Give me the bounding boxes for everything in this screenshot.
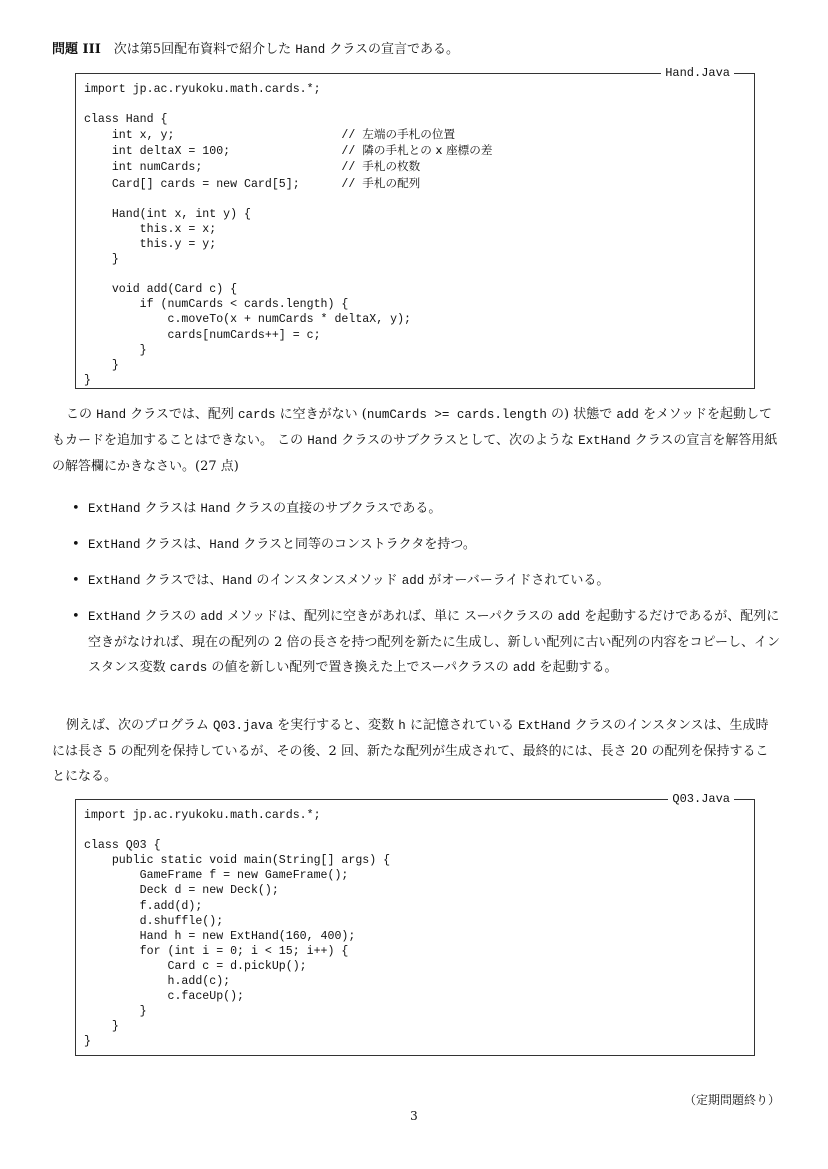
code-line — [84, 373, 492, 388]
p1-code: numCards >= cards.length — [366, 408, 547, 422]
code-line — [84, 252, 492, 267]
code-text: void add(Card c) { — [84, 283, 238, 297]
code-text: int deltaX = 100; // — [84, 145, 363, 159]
bullet-text: メソッドは、配列に空きがあれば、単に スーパクラスの — [222, 609, 558, 624]
hand-java-box — [75, 66, 755, 389]
q03-java-code — [84, 808, 390, 1050]
p1-code: Hand — [96, 408, 127, 422]
code-line: } — [84, 1020, 119, 1034]
paragraph-example — [52, 713, 780, 789]
code-text: int x, y; // — [84, 129, 363, 143]
p2-code: ExtHand — [518, 719, 571, 733]
heading-text-before: 次は第5回配布資料で紹介した — [113, 42, 296, 57]
code-text: Card[] cards = new Card[5]; // — [84, 177, 363, 191]
p1-code: add — [616, 408, 639, 422]
bullet-icon: • — [72, 573, 80, 588]
code-comment: 手札の配列 — [362, 175, 421, 190]
requirement-item — [52, 496, 782, 522]
bullet-code: Hand — [222, 574, 253, 588]
code-line: f.add(d); — [84, 899, 203, 913]
bullet-text: クラスは — [140, 501, 201, 516]
code-line — [84, 282, 492, 297]
code-line: } — [84, 1035, 91, 1049]
heading-text-after: クラスの宣言である。 — [325, 42, 459, 57]
code-line — [84, 237, 492, 252]
code-text: cards[numCards++] = c; — [84, 328, 321, 342]
bullet-code: ExtHand — [88, 538, 141, 552]
bullet-text: がオーバーライドされている。 — [424, 573, 610, 588]
code-line: class Q03 { — [84, 839, 161, 853]
code-line: public static void main(String[] args) { — [84, 854, 391, 868]
code-line — [84, 358, 492, 373]
bullet-text: のインスタンスメソッド — [252, 573, 402, 588]
bullet-text: の値を新しい配列で置き換えた上でスーパクラスの — [207, 660, 513, 675]
p1-code: ExtHand — [578, 434, 631, 448]
paragraph-description — [52, 402, 780, 479]
code-line — [84, 159, 492, 175]
end-note: （定期問題終り） — [683, 1093, 780, 1107]
code-text: } — [84, 343, 147, 357]
code-text: class Hand { — [84, 113, 168, 127]
code-line — [84, 192, 492, 207]
p1-text: クラスのサブクラスとして、次のような — [337, 433, 579, 448]
code-line: Deck d = new Deck(); — [84, 884, 279, 898]
code-comment: 手札の枚数 — [362, 159, 421, 174]
q03-java-filename: Q03.Java — [668, 792, 734, 806]
p1-code: Hand — [307, 434, 338, 448]
code-comment: 左端の手札の位置 — [362, 127, 456, 142]
code-text: } — [84, 358, 119, 372]
bullet-text: クラスは、 — [140, 537, 210, 552]
p2-text: に記憶されている — [405, 718, 519, 733]
bullet-text: を起動する。 — [535, 660, 618, 675]
code-text: } — [84, 373, 91, 387]
bullet-code: Hand — [200, 502, 231, 516]
bullet-code: add — [557, 610, 581, 624]
code-comment: 隣の手札との x 座標の差 — [362, 143, 493, 158]
p2-text: を実行すると、変数 — [273, 718, 399, 733]
p1-text: クラスでは、配列 — [126, 407, 239, 422]
bullet-code: ExtHand — [88, 574, 141, 588]
p1-text: この — [66, 407, 97, 422]
problem-heading — [52, 38, 459, 57]
bullet-code: add — [401, 574, 425, 588]
code-text: Hand(int x, int y) { — [84, 207, 251, 221]
code-line — [84, 222, 492, 237]
code-line: c.faceUp(); — [84, 990, 245, 1004]
code-line — [84, 127, 492, 143]
requirement-item — [52, 604, 782, 681]
requirement-item — [52, 532, 782, 558]
p2-text: クラスのインスタンスは、生成時には長さ 5 の配列を保持しているが、その後、2 回、新たな配列が生成されて、最終的には、長さ 20 の配列を保持することになる。 — [52, 718, 769, 784]
code-line: Hand h = new ExtHand(160, 400); — [84, 929, 356, 943]
hand-java-code — [84, 82, 492, 388]
p1-text: クラスの宣言を解答用紙の解答欄にかきなさい。(27 点) — [52, 433, 778, 474]
bullet-code: Hand — [209, 538, 240, 552]
code-text: import jp.ac.ryukoku.math.cards.*; — [84, 83, 321, 96]
code-line — [84, 97, 492, 112]
bullet-code: ExtHand — [88, 610, 141, 624]
code-line — [84, 343, 492, 358]
bullet-text: クラスと同等のコンストラクタを持つ。 — [239, 537, 476, 552]
problem-label: 問題 III — [52, 42, 101, 57]
code-line — [84, 312, 492, 327]
bullet-text: クラスの — [140, 609, 201, 624]
p1-text: に空きがない ( — [275, 407, 367, 422]
code-text: c.moveTo(x + numCards * deltaX, y); — [84, 313, 411, 327]
code-line — [84, 297, 492, 312]
p2-code: Q03.java — [213, 719, 274, 733]
code-text: if (numCards < cards.length) { — [84, 298, 349, 312]
p1-text: の) 状態で — [546, 407, 617, 422]
code-text: } — [84, 253, 119, 267]
code-line — [84, 207, 492, 222]
bullet-icon: • — [72, 501, 80, 516]
hand-java-filename: Hand.Java — [661, 66, 734, 80]
bullet-icon: • — [72, 609, 80, 624]
q03-java-box — [75, 792, 755, 1056]
requirements-list — [52, 496, 782, 691]
bullet-code: add — [512, 661, 536, 675]
code-line: h.add(c); — [84, 975, 231, 989]
code-line — [84, 328, 492, 343]
bullet-code: add — [200, 610, 223, 624]
code-line — [84, 82, 492, 97]
code-line: Card c = d.pickUp(); — [84, 959, 307, 973]
heading-class-name: Hand — [295, 43, 326, 57]
code-line: d.shuffle(); — [84, 914, 224, 928]
bullet-text: を起動するだけであるが、配列に空きがなければ、現在の配列の 2 倍の長さを持つ配列を新たに生成し、新しい配列に古い配列の内容をコピーし、インスタンス変数 — [88, 609, 781, 675]
requirement-item — [52, 568, 782, 594]
p2-text: 例えば、次のプログラム — [66, 718, 214, 733]
bullet-icon: • — [72, 537, 80, 552]
code-text: int numCards; // — [84, 161, 363, 175]
code-line: import jp.ac.ryukoku.math.cards.*; — [84, 809, 321, 822]
bullet-text: クラスでは、 — [140, 573, 223, 588]
bullet-code: cards — [169, 661, 208, 675]
page-number: 3 — [410, 1109, 418, 1123]
code-line — [84, 143, 492, 159]
code-line — [84, 267, 492, 282]
p1-code: cards — [238, 408, 276, 422]
code-text: this.y = y; — [84, 237, 217, 251]
code-text: this.x = x; — [84, 222, 217, 236]
code-line — [84, 176, 492, 192]
code-line — [84, 823, 390, 838]
code-line: GameFrame f = new GameFrame(); — [84, 869, 349, 883]
bullet-text: クラスの直接のサブクラスである。 — [230, 501, 442, 516]
code-line: for (int i = 0; i < 15; i++) { — [84, 944, 349, 958]
bullet-code: ExtHand — [88, 502, 141, 516]
p2-code: h — [398, 719, 406, 733]
code-line — [84, 112, 492, 127]
p1-text: をメソッドを起動してもカードを追加することはできない。 この — [52, 407, 773, 448]
code-line: } — [84, 1005, 147, 1019]
